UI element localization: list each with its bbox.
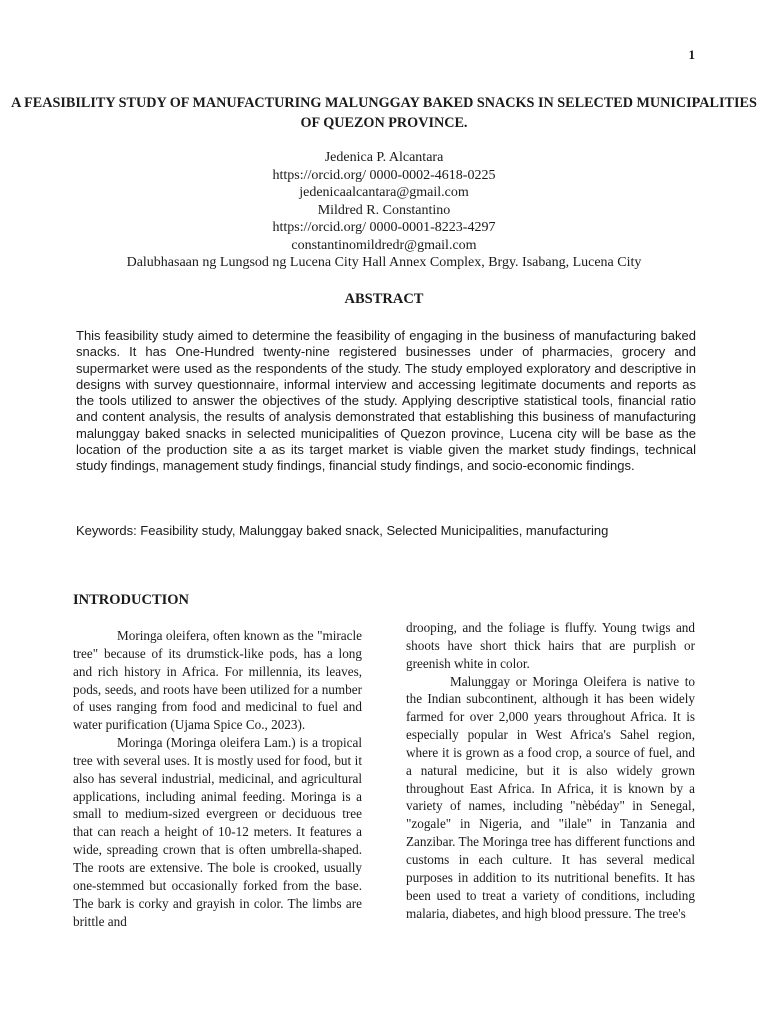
paper-title: A FEASIBILITY STUDY OF MANUFACTURING MALUNGGAY BAKED SNACKS IN SELECTED MUNICIPALITIES OF QUEZON PROVINCE. <box>11 95 757 131</box>
left-column <box>73 627 362 930</box>
paragraph-continued: drooping, and the foliage is fluffy. Young twigs and shoots have short thick hairs that are purplish or greenish white in color. <box>406 620 695 671</box>
author1-email: jedenicaalcantara@gmail.com <box>299 185 469 200</box>
abstract-heading: ABSTRACT <box>344 291 424 307</box>
paragraph: Malunggay or Moringa Oleifera is native to the Indian subcontinent, although it has been widely farmed for over 2,000 years throughout Africa. It is especially popular in West Africa's Sahel region, where it is grown as a food crop, a source of fuel, and a natural medicine, but it is also widely grown throughout East Africa. In Africa, it is known by a variety of names, including "nèbéday" in Senegal, "zogale" in Nigeria, and "ilale" in Tanzania and Zanzibar. The Moringa tree has different functions and customs in each culture. It has several medical purposes in addition to its nutritional benefits. It has been used to treat a variety of conditions, including malaria, diabetes, and high blood pressure. The tree's <box>406 673 695 921</box>
introduction-heading: INTRODUCTION <box>73 592 190 608</box>
right-column <box>406 619 695 922</box>
paragraph: Moringa (Moringa oleifera Lam.) is a tropical tree with several uses. It is mostly used for food, but it also has several industrial, medicinal, and agricultural applications, including animal feeding. Moringa is a small to medium-sized evergreen or deciduous tree that can reach a height of 10-12 meters. It features a wide, spreading crown that is often umbrella-shaped. The roots are extensive. The bole is crooked, usually one-stemmed but occasionally forked from the base. The bark is corky and grayish in color. The limbs are brittle and <box>73 735 362 929</box>
author1-orcid: https://orcid.org/ 0000-0002-4618-0225 <box>272 167 496 183</box>
affiliation: Dalubhasaan ng Lungsod ng Lucena City Hall Annex Complex, Brgy. Isabang, Lucena City <box>126 255 642 270</box>
author-block <box>0 149 768 272</box>
author1-name: Jedenica P. Alcantara <box>324 150 444 165</box>
paragraph: Moringa oleifera, often known as the "miracle tree" because of its drumstick-like pods, has a long and rich history in Africa. For millennia, its leaves, pods, seeds, and roots have been utilized for a number of uses ranging from food and medicinal to fuel and water purification (Ujama Spice Co., 2023). <box>73 628 362 733</box>
abstract-text: This feasibility study aimed to determine the feasibility of engaging in the business of manufacturing baked snacks. It has One-Hundred twenty-nine registered businesses under of pharmacies, grocery and supermarket were used as the respondents of the study. The study employed exploratory and descriptive in designs with survey questionnaire, informal interview and accessing legitimate documents and reports as the tools utilized to answer the objectives of the study. Applying descriptive statistical tools, financial ratio and content analysis, the results of analysis demonstrated that establishing this business of manufacturing malunggay baked snacks in selected municipalities of Quezon province, Lucena city will be base as the location of the production site a as its target market is viable given the market study findings, technical study findings, management study findings, financial study findings, and socio-economic findings. <box>76 328 696 474</box>
page-number: 1 <box>688 47 695 62</box>
author2-orcid: https://orcid.org/ 0000-0001-8223-4297 <box>272 220 496 235</box>
keywords: Keywords: Feasibility study, Malunggay baked snack, Selected Municipalities, manufacturing <box>76 523 609 538</box>
author2-email: constantinomildredr@gmail.com <box>291 237 477 253</box>
author2-name: Mildred R. Constantino <box>317 202 451 218</box>
